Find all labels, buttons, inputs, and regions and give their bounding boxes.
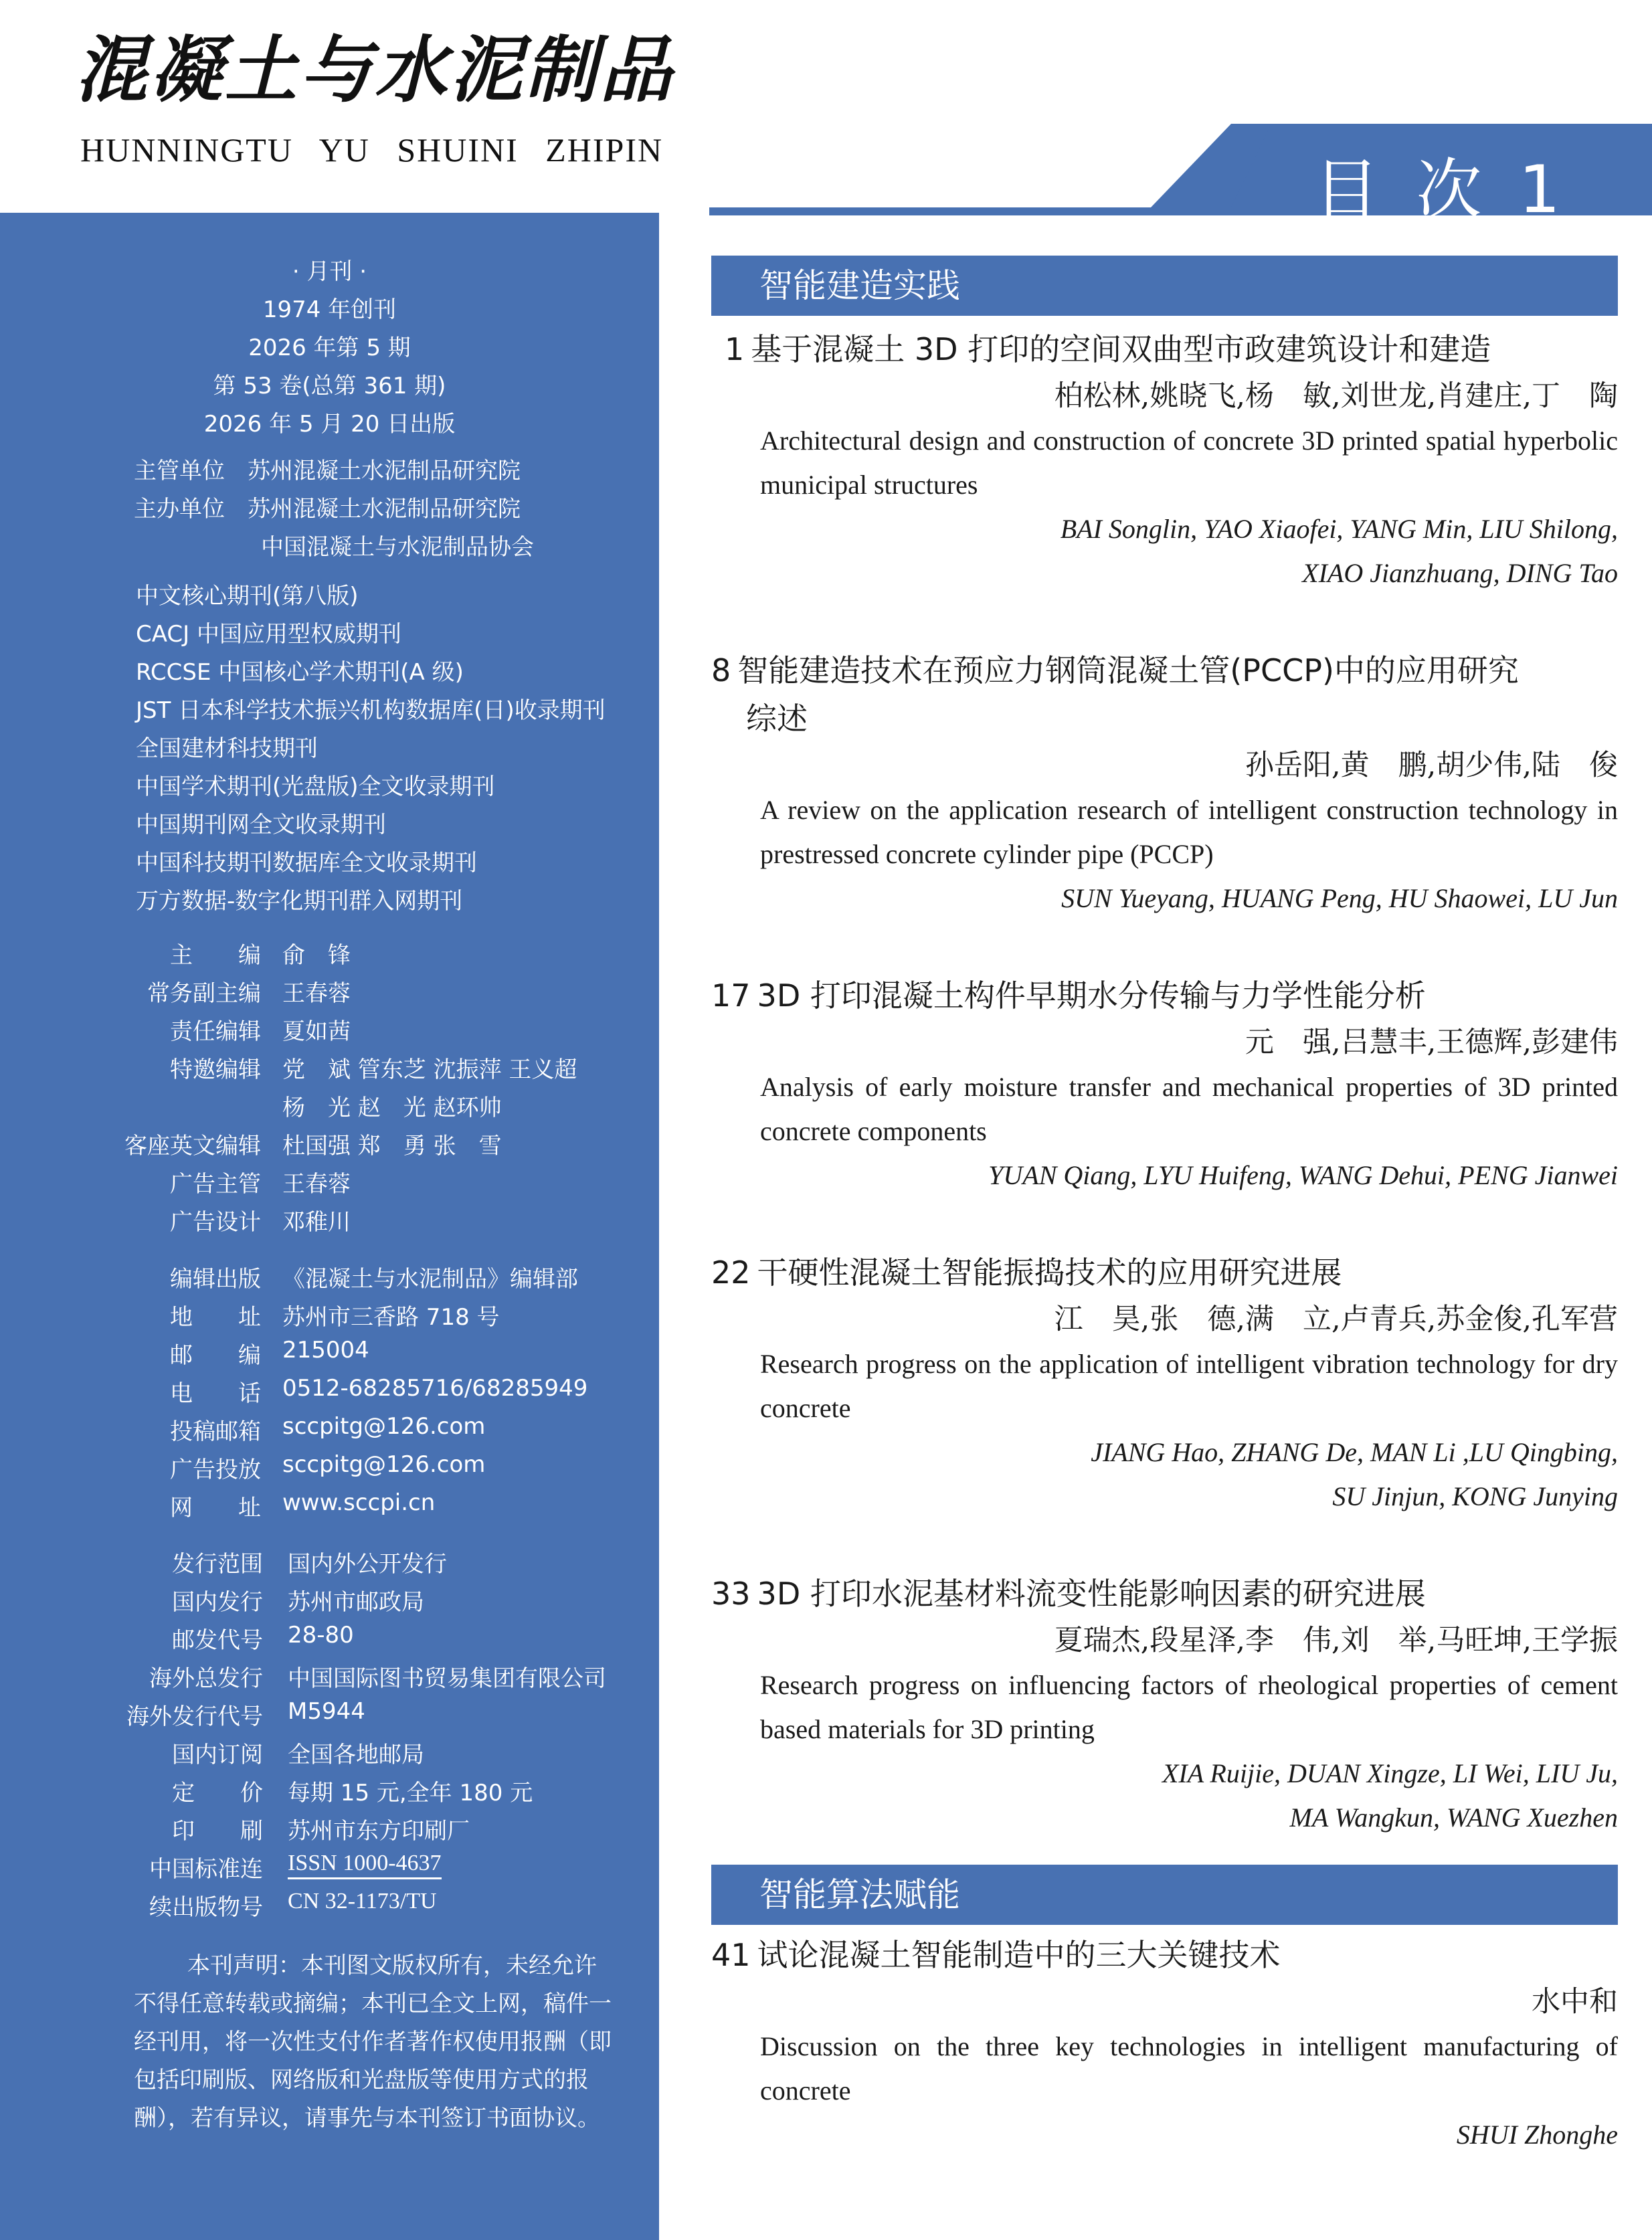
website: www.sccpi.cn xyxy=(282,1489,436,1516)
section-header: 智能算法赋能 xyxy=(711,1865,1618,1925)
org-row: 主管单位 苏州混凝土水泥制品研究院 xyxy=(134,458,521,484)
section-header: 智能建造实践 xyxy=(711,256,1618,316)
toc-entry[interactable] xyxy=(711,1570,1618,1840)
index-item: 中文核心期刊(第八版) xyxy=(136,583,359,610)
page-number: 8 xyxy=(711,652,731,688)
article-title-en: A review on the application research of intelligent construction technology in prestressed concrete cylinder pipe (PCCP) xyxy=(760,795,1618,869)
index-item: 全国建材科技期刊 xyxy=(136,735,318,762)
toc-entry[interactable] xyxy=(711,646,1618,921)
org-row: 主办单位 苏州混凝土水泥制品研究院 xyxy=(134,496,521,523)
publication-frequency: · 月刊 · xyxy=(292,258,367,285)
authors-cn: 江 昊,张 德,满 立,卢青兵,苏金俊,孔军营 xyxy=(1054,1303,1618,1336)
journal-info-sidebar: · 月刊 · 1974 年创刊 2026 年第 5 期 第 53 卷(总第 361 期) 2026 年 5 月 20 日出版 主管单位 苏州混凝土水泥制品研究院 主办单位 苏州混凝土水泥制品研究院 中国混凝土与水泥制品协会 中文核心期刊(第八版) CACJ 中国应用型权威期刊 RCCSE 中国核心学术期刊(A 级) JST 日本科学技术振兴机构数据库(日)收录期刊 全国建材科技期刊 中国学术期刊(光盘版)全文收录期刊 中国期刊网全文收录期刊 中国科技期刊数据库全文收录期刊 万方数据-数字化期刊群入网期刊 主 编 俞 锋 常务副主编 王春蓉 责任编辑 夏如茜 特邀编辑 党 斌 管东芝 沈振萍 王义超 杨 光 赵 光 赵环帅 客座英文编辑 杜国强 郑 勇 张 雪 广告主管 王春蓉 广告设计 邓稚川 编辑出版 《混凝土与水泥制品》编辑部 地 址 苏州市三香路 718 号 邮 编 215004 电 话 0512-68285716/68285949 投稿邮箱 sccpitg@126.com 广告投放 sccpitg@126.com 网 址 www.sccpi.cn 发行范围 国内外公开发行 国内发行 苏州市邮政局 邮发代号 28-80 海外总发行 中国国际图书贸易集团有限公司 海外发行代号 M5944 国内订阅 全国各地邮局 定 价 每期 15 元,全年 180 元 印 刷 苏州市东方印刷厂 中国标准连 ISSN 1000-4637 续出版物号 CN 32-1173/TU 本刊声明：本刊图文版权所有，未经允许不得任意转载或摘编；本刊已全文上网，稿件一经刊用，将一次性支付作者著作权使用报酬（即包括印刷版、网络版和光盘版等使用方式的报酬），若有异议，请事先与本刊签订书面协议。 xyxy=(0,213,659,2240)
toc-entry[interactable] xyxy=(711,1931,1618,2157)
page-number: 17 xyxy=(711,977,751,1014)
authors-en: YUAN Qiang, LYU Huifeng, WANG Dehui, PENG Jianwei xyxy=(988,1160,1618,1190)
authors-en: XIAO Jianzhuang, DING Tao xyxy=(1302,558,1618,588)
copyright-notice: 本刊声明：本刊图文版权所有，未经允许不得任意转载或摘编；本刊已全文上网，稿件一经刊用，将一次性支付作者著作权使用报酬（即包括印刷版、网络版和光盘版等使用方式的报酬），若有异议，请事先与本刊签订书面协议。 xyxy=(134,1952,612,2132)
index-item: CACJ 中国应用型权威期刊 xyxy=(136,621,401,648)
authors-en: SHUI Zhonghe xyxy=(1456,2120,1618,2150)
toc-entry[interactable] xyxy=(711,325,1618,595)
page-number: 41 xyxy=(711,1937,751,1973)
article-title: 8 智能建造技术在预应力钢筒混凝土管(PCCP)中的应用研究 xyxy=(711,652,1519,688)
article-title: 17 3D 打印混凝土构件早期水分传输与力学性能分析 xyxy=(711,977,1426,1014)
issn: ISSN 1000-4637 xyxy=(288,1851,442,1879)
journal-title-cn: 混凝土与水泥制品 xyxy=(75,28,675,112)
index-item: 万方数据-数字化期刊群入网期刊 xyxy=(136,888,463,915)
authors-en: XIA Ruijie, DUAN Xingze, LI Wei, LIU Ju, xyxy=(1162,1758,1618,1788)
article-title: 33 3D 打印水泥基材料流变性能影响因素的研究进展 xyxy=(711,1576,1426,1612)
issue-number: 2026 年第 5 期 xyxy=(248,335,411,361)
article-title: 41 试论混凝土智能制造中的三大关键技术 xyxy=(711,1937,1281,1973)
authors-cn: 夏瑞杰,段星泽,李 伟,刘 举,马旺坤,王学振 xyxy=(1054,1624,1618,1657)
article-title-en: Research progress on the application of intelligent vibration technology for dry concrete xyxy=(760,1349,1618,1423)
authors-en: SU Jinjun, KONG Junying xyxy=(1332,1481,1618,1511)
publication-date: 2026 年 5 月 20 日出版 xyxy=(203,411,456,438)
article-title-en: Discussion on the three key technologies in intelligent manufacturing of concrete xyxy=(760,2031,1618,2106)
authors-cn: 水中和 xyxy=(1532,1985,1618,2019)
cn-number: CN 32-1173/TU xyxy=(288,1889,437,1914)
page-number: 1 xyxy=(725,331,745,367)
index-item: RCCSE 中国核心学术期刊(A 级) xyxy=(136,659,464,686)
authors-en: MA Wangkun, WANG Xuezhen xyxy=(1289,1802,1618,1833)
article-title-en: Analysis of early moisture transfer and mechanical properties of 3D printed concrete components xyxy=(760,1072,1618,1146)
submission-email: sccpitg@126.com xyxy=(282,1413,486,1440)
page-number: 33 xyxy=(711,1576,751,1612)
ad-email: sccpitg@126.com xyxy=(282,1451,486,1478)
authors-en: JIANG Hao, ZHANG De, MAN Li ,LU Qingbing, xyxy=(1091,1437,1618,1467)
article-title: 综述 xyxy=(746,701,808,737)
index-item: 中国期刊网全文收录期刊 xyxy=(136,812,386,838)
authors-cn: 孙岳阳,黄 鹏,胡少伟,陆 俊 xyxy=(1245,749,1618,782)
authors-cn: 柏松林,姚晓飞,杨 敏,刘世龙,肖建庄,丁 陶 xyxy=(1054,379,1618,413)
index-item: 中国科技期刊数据库全文收录期刊 xyxy=(136,850,477,876)
journal-title-en: HUNNINGTU YU SHUINI ZHIPIN xyxy=(80,131,664,169)
toc-header xyxy=(709,124,1652,228)
toc-title: 目 次 1 xyxy=(1313,152,1568,228)
index-item: 中国学术期刊(光盘版)全文收录期刊 xyxy=(136,773,495,800)
authors-en: BAI Songlin, YAO Xiaofei, YANG Min, LIU Shilong, xyxy=(1060,514,1618,544)
authors-en: SUN Yueyang, HUANG Peng, HU Shaowei, LU Jun xyxy=(1061,883,1618,913)
org-row: 中国混凝土与水泥制品协会 xyxy=(261,534,534,561)
authors-cn: 元 强,吕慧丰,王德辉,彭建伟 xyxy=(1245,1026,1618,1059)
toc-entry[interactable] xyxy=(711,971,1618,1198)
article-title-en: Research progress on influencing factors of rheological properties of cement based materials for 3D printing xyxy=(760,1670,1618,1744)
toc-entry[interactable] xyxy=(711,1248,1618,1519)
page-number: 22 xyxy=(711,1254,751,1291)
founded-year: 1974 年创刊 xyxy=(262,296,397,323)
article-title: 22 干硬性混凝土智能振捣技术的应用研究进展 xyxy=(711,1254,1342,1291)
article-title: 1 基于混凝土 3D 打印的空间双曲型市政建筑设计和建造 xyxy=(711,325,1618,373)
index-item: JST 日本科学技术振兴机构数据库(日)收录期刊 xyxy=(136,697,606,724)
volume-number: 第 53 卷(总第 361 期) xyxy=(213,373,446,399)
article-title-en: Architectural design and construction of concrete 3D printed spatial hyperbolic municipal structures xyxy=(760,426,1618,500)
